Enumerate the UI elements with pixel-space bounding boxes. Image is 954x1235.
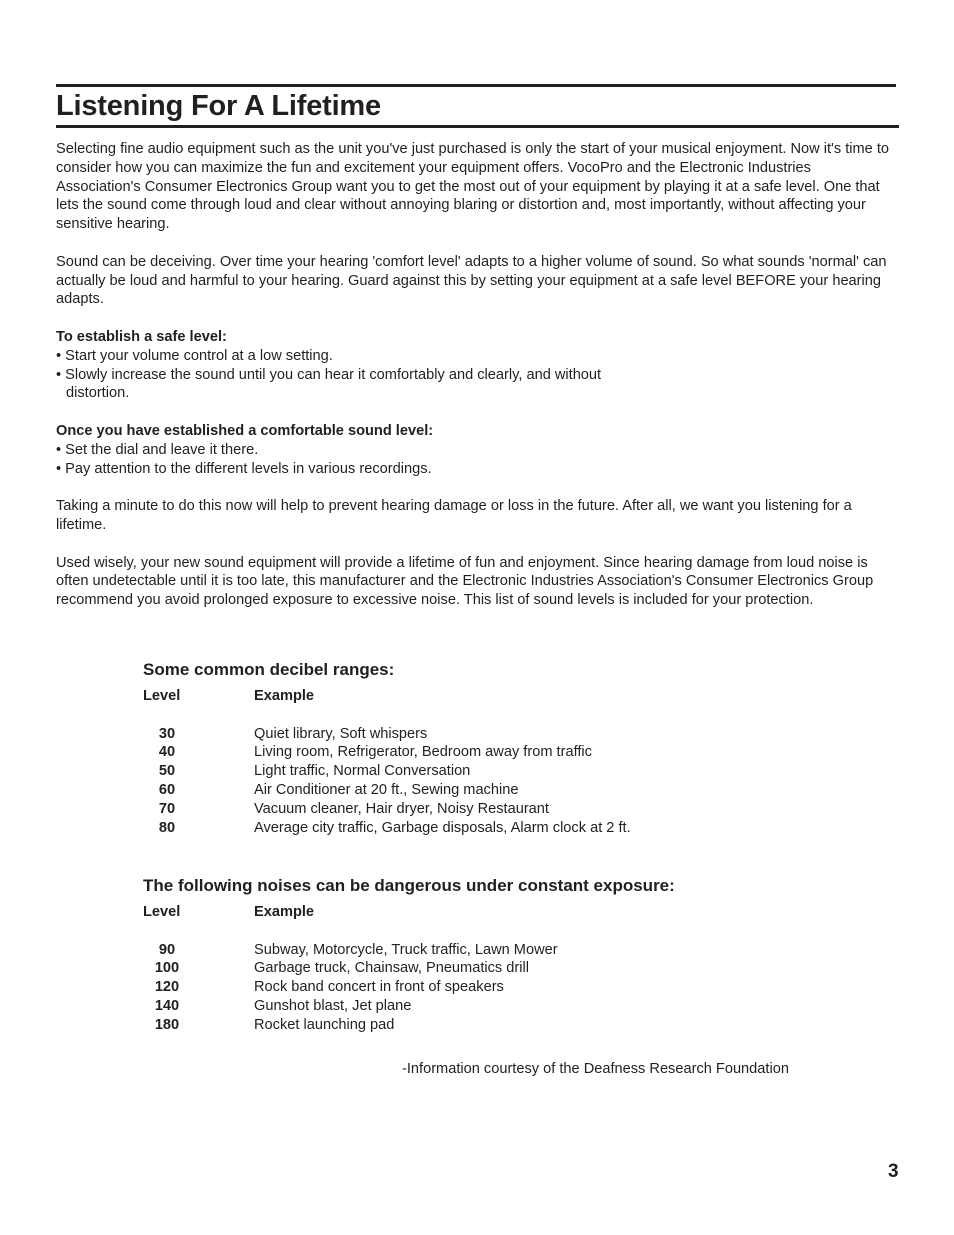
example-cell: Living room, Refrigerator, Bedroom away from traffic xyxy=(254,744,592,761)
common-decibel-heading: Some common decibel ranges: xyxy=(143,660,395,679)
common-decibel-table xyxy=(143,659,631,837)
table-row xyxy=(143,1016,675,1035)
table-header-row xyxy=(143,903,675,922)
table-row xyxy=(143,781,631,800)
safe-level-list xyxy=(56,347,656,403)
level-cell: 140 xyxy=(154,997,180,1014)
table-row xyxy=(143,959,675,978)
level-cell: 40 xyxy=(158,744,176,761)
table-row xyxy=(143,978,675,997)
list-item: • Set the dial and leave it there. xyxy=(56,441,259,458)
level-column-header: Level xyxy=(143,688,181,704)
example-cell: Quiet library, Soft whispers xyxy=(254,725,428,742)
dangerous-noises-table xyxy=(143,875,675,1035)
level-cell: 70 xyxy=(158,800,176,817)
table-header-row xyxy=(143,687,631,706)
level-cell: 60 xyxy=(158,781,176,798)
example-cell: Subway, Motorcycle, Truck traffic, Lawn Mower xyxy=(254,941,558,958)
body-text xyxy=(56,140,898,629)
level-cell: 100 xyxy=(154,960,180,977)
intro-paragraph: Selecting fine audio equipment such as the unit you've just purchased is only the start of your musical enjoyment. Now it's time to consider how you can maximize the fun and excitement your equipment offers. VocoPro and the Electronic Industries Association's Consumer Electronics Group want you to get the most out of your equipment by playing it at a safe level. One that lets the sound come through loud and clear without annoying blaring or distortion and, most importantly, without affecting your sensitive hearing. xyxy=(56,141,889,233)
table-body xyxy=(143,941,675,1035)
example-cell: Average city traffic, Garbage disposals, Alarm clock at 2 ft. xyxy=(254,819,631,836)
level-cell: 50 xyxy=(158,763,176,780)
table-row xyxy=(143,819,631,838)
used-wisely-paragraph: Used wisely, your new sound equipment will provide a lifetime of fun and enjoyment. Since hearing damage from loud noise is often undetectable until it is too late, this manufacturer and the Electronic Industries Association's Consumer Electronics Group recommend you avoid prolonged exposure to excessive noise. This list of sound levels is included for your protection. xyxy=(56,554,874,609)
example-cell: Air Conditioner at 20 ft., Sewing machine xyxy=(254,781,519,798)
table-row xyxy=(143,997,675,1016)
level-cell: 30 xyxy=(158,725,176,742)
table-row xyxy=(143,725,631,744)
table-row xyxy=(143,762,631,781)
table-row xyxy=(143,743,631,762)
example-column-header: Example xyxy=(254,688,315,704)
level-cell: 90 xyxy=(158,941,176,958)
comfortable-level-heading: Once you have established a comfortable sound level: xyxy=(56,422,434,439)
example-cell: Vacuum cleaner, Hair dryer, Noisy Restaurant xyxy=(254,800,549,817)
example-cell: Rocket launching pad xyxy=(254,1016,395,1033)
comfortable-level-list xyxy=(56,441,656,479)
example-cell: Light traffic, Normal Conversation xyxy=(254,763,471,780)
level-cell: 120 xyxy=(154,979,180,996)
deceiving-paragraph: Sound can be deceiving. Over time your hearing 'comfort level' adapts to a higher volume of sound. So what sounds 'normal' can actually be loud and harmful to your hearing. Guard against this by setting your equipment at a safe level BEFORE your hearing adapts. xyxy=(56,253,887,308)
list-item: • Start your volume control at a low setting. xyxy=(56,347,333,364)
table-body xyxy=(143,725,631,838)
example-cell: Garbage truck, Chainsaw, Pneumatics drill xyxy=(254,960,529,977)
level-cell: 80 xyxy=(158,819,176,836)
list-item: • Slowly increase the sound until you can hear it comfortably and clearly, and without distortion. xyxy=(56,366,602,402)
table-row xyxy=(143,941,675,960)
dangerous-noises-heading: The following noises can be dangerous under constant exposure: xyxy=(143,876,675,895)
safe-level-heading: To establish a safe level: xyxy=(56,328,227,345)
level-cell: 180 xyxy=(154,1016,180,1033)
title-rule-top xyxy=(56,84,896,87)
example-column-header: Example xyxy=(254,904,315,920)
page-title: Listening For A Lifetime xyxy=(56,90,381,122)
level-column-header: Level xyxy=(143,904,181,920)
minute-paragraph: Taking a minute to do this now will help to prevent hearing damage or loss in the future. After all, we want you listening for a lifetime. xyxy=(56,498,852,533)
page-number: 3 xyxy=(888,1161,899,1182)
table-row xyxy=(143,800,631,819)
example-cell: Rock band concert in front of speakers xyxy=(254,979,504,996)
list-item: • Pay attention to the different levels in various recordings. xyxy=(56,460,432,477)
title-rule-bottom xyxy=(56,125,899,128)
source-credit: -Information courtesy of the Deafness Research Foundation xyxy=(402,1061,789,1077)
example-cell: Gunshot blast, Jet plane xyxy=(254,997,412,1014)
